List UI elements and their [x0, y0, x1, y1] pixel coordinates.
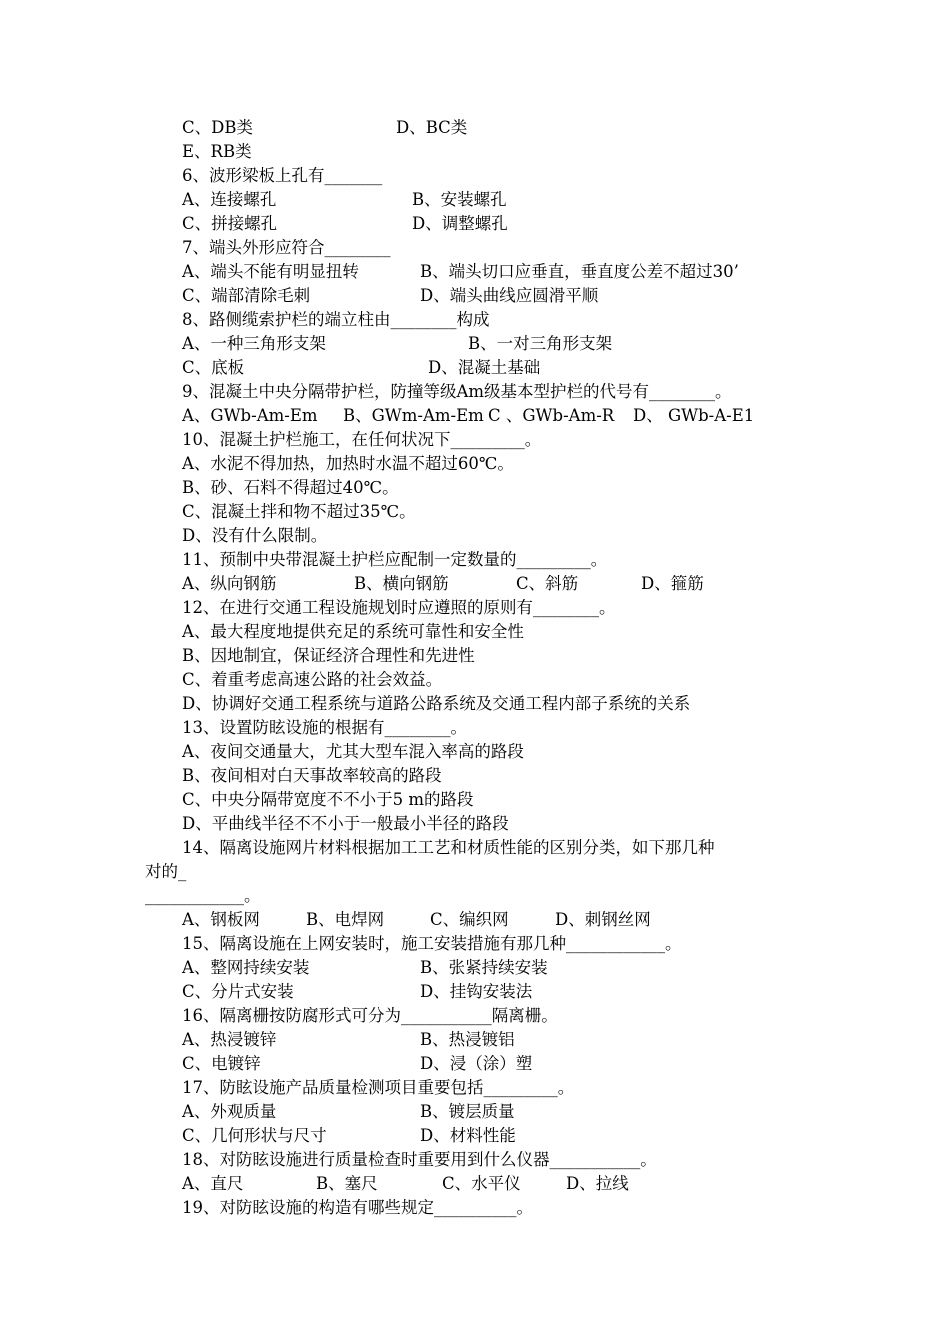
- option-text: A、热浸镀锌: [182, 1030, 277, 1049]
- question-line: 10、混凝土护栏施工，在任何状况下_________。: [182, 430, 542, 449]
- question-line: 11、预制中央带混凝土护栏应配制一定数量的_________。: [182, 550, 608, 569]
- question-line: A、水泥不得加热，加热时水温不超过60℃。: [182, 454, 514, 473]
- question-line: 19、对防眩设施的构造有哪些规定__________。: [182, 1198, 533, 1217]
- option-text: D、箍筋: [641, 574, 704, 593]
- option-text: D、 GWb-A-E1: [633, 406, 755, 425]
- option-text: D、端头曲线应圆滑平顺: [420, 286, 599, 305]
- question-line: 18、对防眩设施进行质量检查时重要用到什么仪器___________。: [182, 1150, 657, 1169]
- question-line: 6、波形梁板上孔有_______: [182, 166, 383, 185]
- option-text: C、拼接螺孔: [182, 214, 278, 233]
- option-text: A、一种三角形支架: [182, 334, 326, 353]
- option-text: B、一对三角形支架: [468, 334, 613, 353]
- option-text: D、挂钩安装法: [420, 982, 533, 1001]
- question-line: B、夜间相对白天事故率较高的路段: [182, 766, 442, 785]
- option-text: A、钢板网: [182, 910, 260, 929]
- option-text: B、端头切口应垂直，垂直度公差不超过30’: [420, 262, 739, 281]
- option-text: D、拉线: [566, 1174, 629, 1193]
- option-text: C、编织网: [430, 910, 509, 929]
- question-line: 16、隔离栅按防腐形式可分为___________隔离栅。: [182, 1006, 558, 1025]
- option-text: B、镀层质量: [420, 1102, 515, 1121]
- option-text: A、外观质量: [182, 1102, 277, 1121]
- option-text: C、DB类: [182, 118, 253, 137]
- option-text: B、横向钢筋: [354, 574, 449, 593]
- option-text: C 、GWb-Am-R: [488, 406, 615, 425]
- option-text: D、材料性能: [420, 1126, 516, 1145]
- option-text: B、热浸镀铝: [420, 1030, 515, 1049]
- question-line: 7、端头外形应符合________: [182, 238, 391, 257]
- question-line: 8、路侧缆索护栏的端立柱由________构成: [182, 310, 490, 329]
- question-line: B、砂、石料不得超过40℃。: [182, 478, 399, 497]
- question-line: 对的_: [145, 862, 187, 881]
- question-line: C、混凝土拌和物不超过35℃。: [182, 502, 416, 521]
- option-text: C、斜筋: [516, 574, 579, 593]
- option-text: A、GWb-Am-Em: [182, 406, 318, 425]
- question-line: D、平曲线半径不不小于一般最小半径的路段: [182, 814, 509, 833]
- option-text: D、混凝土基础: [428, 358, 541, 377]
- option-text: A、连接螺孔: [182, 190, 277, 209]
- question-line: D、协调好交通工程系统与道路公路系统及交通工程内部子系统的关系: [182, 694, 691, 713]
- option-text: A、整网持续安装: [182, 958, 310, 977]
- option-text: C、几何形状与尺寸: [182, 1126, 327, 1145]
- question-line: 14、隔离设施网片材料根据加工工艺和材质性能的区别分类，如下那几种: [182, 838, 715, 857]
- question-line: C、中央分隔带宽度不不小于5 m的路段: [182, 790, 474, 809]
- option-text: B、电焊网: [306, 910, 385, 929]
- option-text: B、张紧持续安装: [420, 958, 548, 977]
- option-text: A、直尺: [182, 1174, 244, 1193]
- question-line: E、RB类: [182, 142, 252, 161]
- question-line: B、因地制宜，保证经济合理性和先进性: [182, 646, 475, 665]
- question-line: 17、防眩设施产品质量检测项目重要包括_________。: [182, 1078, 575, 1097]
- option-text: A、端头不能有明显扭转: [182, 262, 359, 281]
- option-text: C、底板: [182, 358, 245, 377]
- option-text: B、塞尺: [316, 1174, 378, 1193]
- option-text: C、水平仪: [442, 1174, 521, 1193]
- question-line: 12、在进行交通工程设施规划时应遵照的原则有________。: [182, 598, 616, 617]
- question-line: 15、隔离设施在上网安装时，施工安装措施有那几种____________。: [182, 934, 682, 953]
- option-text: C、端部清除毛刺: [182, 286, 311, 305]
- option-text: D、浸（涂）塑: [420, 1054, 533, 1073]
- option-text: D、刺钢丝网: [555, 910, 651, 929]
- question-line: D、没有什么限制。: [182, 526, 328, 545]
- option-text: B、GWm-Am-Em: [343, 406, 484, 425]
- question-line: C、着重考虑高速公路的社会效益。: [182, 670, 443, 689]
- option-text: C、电镀锌: [182, 1054, 261, 1073]
- question-line: A、最大程度地提供充足的系统可靠性和安全性: [182, 622, 524, 641]
- question-line: ____________。: [145, 886, 261, 905]
- question-line: A、夜间交通量大，尤其大型车混入率高的路段: [182, 742, 524, 761]
- option-text: D、调整螺孔: [412, 214, 508, 233]
- option-text: C、分片式安装: [182, 982, 294, 1001]
- option-text: B、安装螺孔: [412, 190, 507, 209]
- question-line: 9、混凝土中央分隔带护栏，防撞等级Am级基本型护栏的代号有________。: [182, 382, 732, 401]
- option-text: D、BC类: [396, 118, 468, 137]
- question-line: 13、设置防眩设施的根据有________。: [182, 718, 467, 737]
- option-text: A、纵向钢筋: [182, 574, 277, 593]
